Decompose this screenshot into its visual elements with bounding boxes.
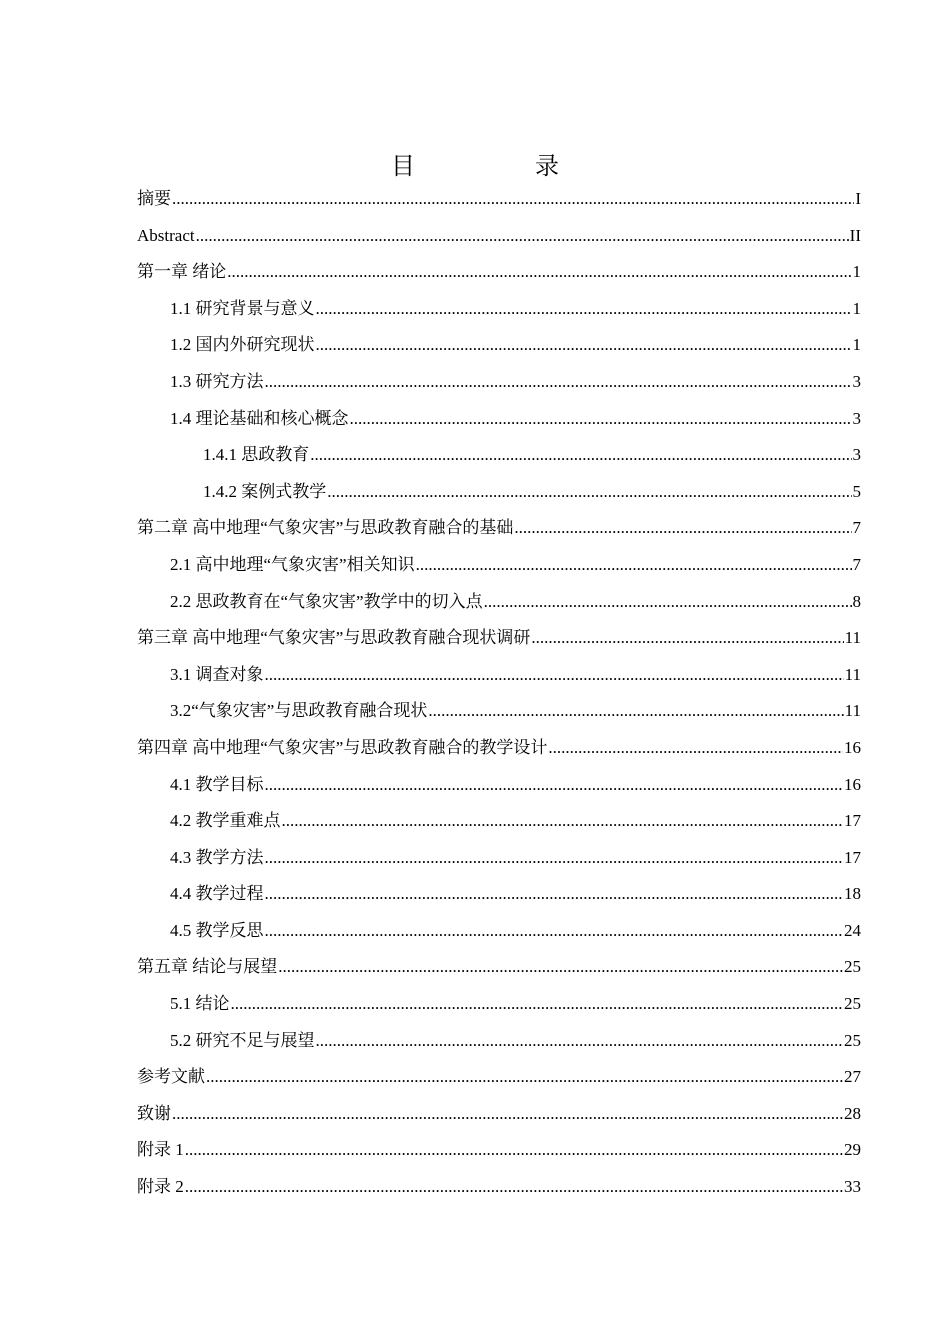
toc-entry-page: 16 xyxy=(844,737,861,757)
leader-dots xyxy=(548,730,843,767)
toc-entry-chapter-1[interactable] xyxy=(137,254,861,291)
toc-entry-label: 致谢 xyxy=(137,1103,171,1123)
toc-entry-page: 28 xyxy=(844,1103,861,1123)
toc-entry-chapter-3[interactable] xyxy=(137,620,861,657)
toc-entry-4-5[interactable] xyxy=(137,913,861,950)
toc-entry-page: 11 xyxy=(844,701,861,721)
leader-dots xyxy=(172,1096,843,1133)
leader-dots xyxy=(231,986,844,1023)
toc-entry-2-1[interactable] xyxy=(137,547,861,584)
toc-entry-chapter-4[interactable] xyxy=(137,730,861,767)
toc-entry-page: II xyxy=(849,225,861,245)
toc-entry-label: 1.2 国内外研究现状 xyxy=(170,335,315,355)
leader-dots xyxy=(316,1023,844,1060)
toc-entry-page: 8 xyxy=(852,591,861,611)
toc-entry-page: 5 xyxy=(852,481,861,501)
leader-dots xyxy=(265,876,844,913)
toc-entry-1-4-1[interactable] xyxy=(137,437,861,474)
toc-entry-label: 附录 1 xyxy=(137,1140,184,1160)
toc-entry-label: 2.2 思政教育在“气象灾害”教学中的切入点 xyxy=(170,591,483,611)
toc-entry-4-1[interactable] xyxy=(137,767,861,804)
toc-entry-abstract-en[interactable] xyxy=(137,218,861,255)
leader-dots xyxy=(265,913,844,950)
toc-entry-label: 第一章 绪论 xyxy=(137,262,227,282)
leader-dots xyxy=(514,510,851,547)
toc-entry-references[interactable] xyxy=(137,1059,861,1096)
toc-entry-page: 27 xyxy=(844,1067,861,1087)
toc-entry-label: 附录 2 xyxy=(137,1177,184,1197)
toc-entry-2-2[interactable] xyxy=(137,584,861,621)
leader-dots xyxy=(196,218,849,255)
toc-entry-page: 17 xyxy=(844,847,861,867)
toc-entry-label: 5.2 研究不足与展望 xyxy=(170,1030,315,1050)
toc-entry-page: 29 xyxy=(844,1140,861,1160)
leader-dots xyxy=(265,364,852,401)
leader-dots xyxy=(350,401,852,438)
toc-entry-1-1[interactable] xyxy=(137,291,861,328)
toc-entry-label: 4.5 教学反思 xyxy=(170,920,264,940)
leader-dots xyxy=(282,803,844,840)
toc-entry-label: 1.3 研究方法 xyxy=(170,371,264,391)
toc-entry-label: 1.4.1 思政教育 xyxy=(203,445,310,465)
toc-entry-page: 33 xyxy=(844,1177,861,1197)
leader-dots xyxy=(265,840,844,877)
toc-entry-appendix-2[interactable] xyxy=(137,1169,861,1206)
leader-dots xyxy=(484,584,852,621)
toc-entry-label: 1.4.2 案例式教学 xyxy=(203,481,327,501)
leader-dots xyxy=(265,657,844,694)
toc-entry-chapter-2[interactable] xyxy=(137,510,861,547)
toc-entry-5-1[interactable] xyxy=(137,986,861,1023)
toc-entry-page: 25 xyxy=(844,957,861,977)
toc-entry-acknowledgements[interactable] xyxy=(137,1096,861,1133)
toc-entry-page: 1 xyxy=(852,335,861,355)
toc-entry-appendix-1[interactable] xyxy=(137,1132,861,1169)
toc-entry-page: 24 xyxy=(844,920,861,940)
toc-entry-label: 5.1 结论 xyxy=(170,994,230,1014)
leader-dots xyxy=(185,1132,843,1169)
toc-entry-label: 3.2“气象灾害”与思政教育融合现状 xyxy=(170,701,428,721)
leader-dots xyxy=(206,1059,843,1096)
toc-entry-page: 7 xyxy=(852,518,861,538)
toc-entry-page: 3 xyxy=(852,445,861,465)
toc-entry-label: 1.4 理论基础和核心概念 xyxy=(170,408,349,428)
toc-entry-page: 11 xyxy=(844,628,861,648)
toc-entry-1-4[interactable] xyxy=(137,401,861,438)
leader-dots xyxy=(310,437,851,474)
toc-entry-label: 1.1 研究背景与意义 xyxy=(170,298,315,318)
toc-entry-label: 第二章 高中地理“气象灾害”与思政教育融合的基础 xyxy=(137,518,514,538)
toc-entry-4-3[interactable] xyxy=(137,840,861,877)
toc-entry-chapter-5[interactable] xyxy=(137,949,861,986)
leader-dots xyxy=(185,1169,843,1206)
toc-entry-label: 2.1 高中地理“气象灾害”相关知识 xyxy=(170,554,415,574)
leader-dots xyxy=(531,620,843,657)
toc-entry-4-4[interactable] xyxy=(137,876,861,913)
toc-entry-page: 25 xyxy=(844,1030,861,1050)
toc-entry-label: 第五章 结论与展望 xyxy=(137,957,278,977)
toc-entry-label: 第三章 高中地理“气象灾害”与思政教育融合现状调研 xyxy=(137,628,531,648)
toc-entry-4-2[interactable] xyxy=(137,803,861,840)
toc-entry-label: 摘要 xyxy=(137,189,171,208)
toc-entry-page: 17 xyxy=(844,811,861,831)
toc-entry-3-2[interactable] xyxy=(137,693,861,730)
toc-entry-3-1[interactable] xyxy=(137,657,861,694)
leader-dots xyxy=(278,949,843,986)
toc-entry-label: 4.2 教学重难点 xyxy=(170,811,281,831)
toc-entry-page: I xyxy=(855,189,861,208)
leader-dots xyxy=(316,327,852,364)
leader-dots xyxy=(428,693,843,730)
leader-dots xyxy=(227,254,851,291)
toc-entry-abstract-cn[interactable] xyxy=(137,181,861,218)
toc-entry-label: 第四章 高中地理“气象灾害”与思政教育融合的教学设计 xyxy=(137,737,548,757)
toc-entry-label: 参考文献 xyxy=(137,1067,205,1087)
toc-entry-5-2[interactable] xyxy=(137,1023,861,1060)
toc-entry-label: 4.1 教学目标 xyxy=(170,774,264,794)
leader-dots xyxy=(265,767,844,804)
toc-entry-page: 3 xyxy=(852,371,861,391)
leader-dots xyxy=(316,291,852,328)
toc-entry-page: 1 xyxy=(852,298,861,318)
leader-dots xyxy=(416,547,852,584)
toc-entry-page: 18 xyxy=(844,884,861,904)
toc-entry-page: 16 xyxy=(844,774,861,794)
toc-entry-1-4-2[interactable] xyxy=(137,474,861,511)
toc-entry-page: 7 xyxy=(852,554,861,574)
toc-title: 目 录 xyxy=(391,152,607,180)
table-of-contents xyxy=(137,181,861,1206)
toc-entry-1-3[interactable] xyxy=(137,364,861,401)
leader-dots xyxy=(327,474,851,511)
toc-entry-page: 1 xyxy=(852,262,861,282)
toc-entry-page: 3 xyxy=(852,408,861,428)
toc-entry-1-2[interactable] xyxy=(137,327,861,364)
toc-entry-page: 11 xyxy=(844,664,861,684)
toc-entry-label: Abstract xyxy=(137,225,195,245)
toc-entry-label: 3.1 调查对象 xyxy=(170,664,264,684)
toc-entry-label: 4.3 教学方法 xyxy=(170,847,264,867)
toc-entry-label: 4.4 教学过程 xyxy=(170,884,264,904)
leader-dots xyxy=(172,181,854,218)
toc-entry-page: 25 xyxy=(844,994,861,1014)
